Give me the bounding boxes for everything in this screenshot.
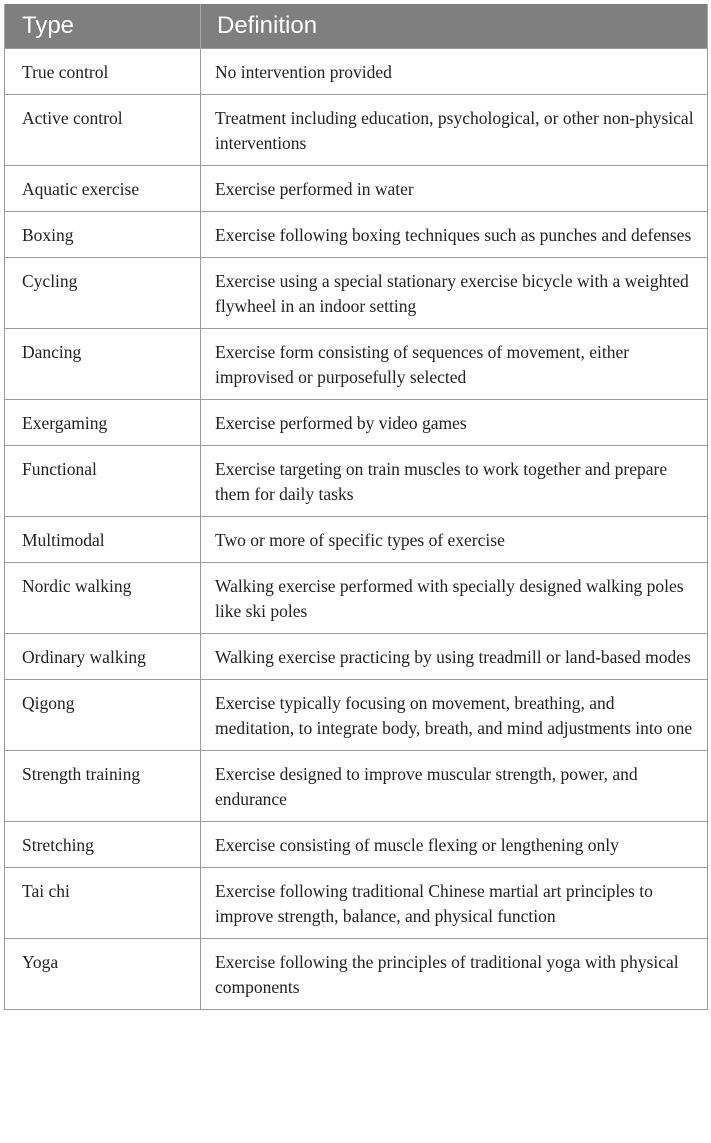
type-cell: Tai chi [5, 868, 201, 939]
definition-cell: Walking exercise practicing by using treadmill or land-based modes [201, 634, 708, 680]
type-cell: Stretching [5, 822, 201, 868]
definition-cell: Exercise following boxing techniques such as punches and defenses [201, 212, 708, 258]
table-row [5, 517, 708, 563]
table-row [5, 212, 708, 258]
definition-cell: Exercise typically focusing on movement, breathing, and meditation, to integrate body, breath, and mind adjustments into one [201, 680, 708, 751]
table-row [5, 563, 708, 634]
table-row [5, 822, 708, 868]
definition-cell: Exercise performed in water [201, 166, 708, 212]
definition-cell: Two or more of specific types of exercise [201, 517, 708, 563]
table-row [5, 751, 708, 822]
definition-cell: Exercise performed by video games [201, 400, 708, 446]
exercise-definitions-table-container [4, 4, 707, 1010]
table-row [5, 49, 708, 95]
table-row [5, 329, 708, 400]
type-cell: Qigong [5, 680, 201, 751]
table-row [5, 868, 708, 939]
definition-cell: Treatment including education, psychological, or other non-physical interventions [201, 95, 708, 166]
table-row [5, 939, 708, 1010]
type-cell: Boxing [5, 212, 201, 258]
definition-cell: Exercise form consisting of sequences of movement, either improvised or purposefully selected [201, 329, 708, 400]
type-cell: Cycling [5, 258, 201, 329]
definition-cell: Exercise following the principles of traditional yoga with physical components [201, 939, 708, 1010]
type-cell: Dancing [5, 329, 201, 400]
table-row [5, 258, 708, 329]
definition-cell: No intervention provided [201, 49, 708, 95]
header-row [5, 4, 708, 49]
type-cell: Functional [5, 446, 201, 517]
type-cell: Multimodal [5, 517, 201, 563]
table-row [5, 680, 708, 751]
definition-cell: Exercise targeting on train muscles to work together and prepare them for daily tasks [201, 446, 708, 517]
type-cell: Yoga [5, 939, 201, 1010]
table-row [5, 446, 708, 517]
table-header [5, 4, 708, 49]
definition-cell: Walking exercise performed with specially designed walking poles like ski poles [201, 563, 708, 634]
table-body [5, 49, 708, 1010]
table-row [5, 166, 708, 212]
definition-cell: Exercise designed to improve muscular strength, power, and endurance [201, 751, 708, 822]
definition-cell: Exercise consisting of muscle flexing or lengthening only [201, 822, 708, 868]
exercise-definitions-table [4, 4, 708, 1010]
table-row [5, 400, 708, 446]
type-cell: Nordic walking [5, 563, 201, 634]
type-cell: Aquatic exercise [5, 166, 201, 212]
type-cell: Ordinary walking [5, 634, 201, 680]
type-cell: Active control [5, 95, 201, 166]
definition-cell: Exercise following traditional Chinese martial art principles to improve strength, balance, and physical function [201, 868, 708, 939]
type-cell: Strength training [5, 751, 201, 822]
table-row [5, 95, 708, 166]
header-definition: Definition [201, 4, 708, 49]
table-row [5, 634, 708, 680]
type-cell: Exergaming [5, 400, 201, 446]
type-cell: True control [5, 49, 201, 95]
header-type: Type [5, 4, 201, 49]
definition-cell: Exercise using a special stationary exercise bicycle with a weighted flywheel in an indoor setting [201, 258, 708, 329]
